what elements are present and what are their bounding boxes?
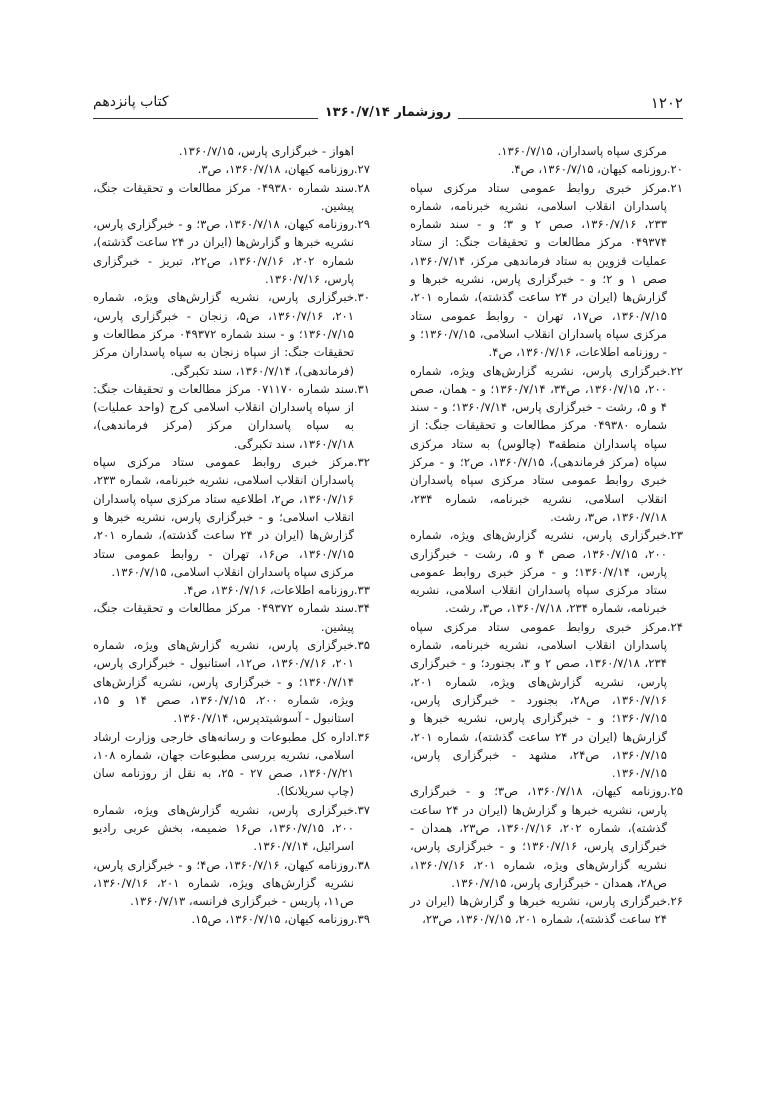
footnote-number: ۲۲. [666, 363, 683, 378]
footnote-text: روزنامه کیهان، ۱۳۶۰/۷/۱۸، ص۳؛ و - خبرگزاری پارس، نشریه خبرها و گزارش‌ها (ایران در ۲۴ ساعت گذشته)، شماره ۲۰۲، ۱۳۶۰/۷/۱۶، ص۲۲، تبریز - خبرگزاری پارس، ۱۳۶۰/۷/۱۶. [93, 217, 355, 287]
footnote-number: ۲۹. [353, 217, 370, 232]
footnote-number: ۳۷. [353, 802, 370, 817]
footnote-number: ۲۱. [666, 180, 683, 195]
footnote [410, 526, 683, 617]
header-rule-right [458, 118, 683, 119]
running-title: روزشمار ۱۳۶۰/۷/۱۴ [324, 105, 452, 120]
footnote-number: ۳۲. [353, 455, 370, 470]
footnote-number: ۳۶. [353, 729, 370, 744]
footnote-text: خبرگزاری پارس، نشریه گزارش‌های ویژه، شماره ۲۰۱، ۱۳۶۰/۷/۱۶، ص۵، زنجان - خبرگزاری پارس، ۱۳۶۰/۷/۱۵؛ و - سند شماره ۰۴۹۳۷۲ مرکز مطالعات و تحقیقات جنگ: از سپاه زنجان به سپاه پاسداران مرکز (فرماندهی)، ۱۳۶۰/۷/۱۴، سند تکبرگی. [93, 290, 355, 378]
footnote-text: مرکز خبری روابط عمومی ستاد مرکزی سپاه پاسداران انقلاب اسلامی، نشریه خبرنامه، شماره ۲۳۳، ۱۳۶۰/۷/۱۶، ص۲، اطلاعیه ستاد مرکزی سپاه پاسداران انقلاب اسلامی؛ و - خبرگزاری پارس، نشریه خبرها و گزارش‌ها (ایران در ۲۴ ساعت گذشته)، شماره ۲۰۱، ۱۳۶۰/۷/۱۵، ص۱۶، تهران - روابط عمومی ستاد مرکزی سپاه پاسداران انقلاب اسلامی، ۱۳۶۰/۷/۱۵. [93, 455, 354, 579]
footnote-text: خبرگزاری پارس، نشریه گزارش‌های ویژه، شماره ۲۰۱، ۱۳۶۰/۷/۱۶، ص۱۲، استانبول - خبرگزاری پارس، ۱۳۶۰/۷/۱۴؛ و - خبرگزاری پارس، نشریه گزارش‌های ویژه، شماره ۲۰۰، ۱۳۶۰/۷/۱۵، صص ۱۴ و ۱۵، استانبول - آسوشیتدپرس، ۱۳۶۰/۷/۱۴. [93, 638, 354, 726]
footnote-number: ۳۴. [353, 601, 370, 616]
footnote-text: روزنامه کیهان، ۱۳۶۰/۷/۱۸، ص۳. [197, 162, 354, 177]
footnote [93, 215, 370, 288]
footnote-number: ۳۵. [353, 638, 370, 653]
footnote-number: ۲۰. [666, 162, 683, 177]
notes-column-left [93, 142, 370, 929]
footnote-text: اهواز - خبرگزاری پارس، ۱۳۶۰/۷/۱۵. [178, 144, 354, 158]
footnote [410, 160, 683, 178]
footnote-text: خبرگزاری پارس، نشریه گزارش‌های ویژه، شماره ۲۰۰، ۱۳۶۰/۷/۱۵، ص۱۶ ضمیمه، بخش عربی رادیو اسرائیل، ۱۳۶۰/۷/۱۴. [93, 802, 354, 854]
footnote [410, 782, 683, 892]
footnote-text: روزنامه کیهان، ۱۳۶۰/۷/۱۸، ص۳؛ و - خبرگزاری پارس، نشریه خبرها و گزارش‌ها (ایران در ۲۴ ساعت گذشته)، شماره ۲۰۲، ۱۳۶۰/۷/۱۶، ص۲۳، همدان - خبرگزاری پارس، ۱۳۶۰/۷/۱۶؛ و - خبرگزاری پارس، نشریه گزارش‌های ویژه، شماره ۲۰۱، ۱۳۶۰/۷/۱۶، ص۲۸، همدان - خبرگزاری پارس، ۱۳۶۰/۷/۱۵. [410, 784, 667, 890]
footnote [93, 142, 370, 160]
footnote [93, 453, 370, 581]
footnote [410, 892, 683, 929]
footnote-number: ۲۴. [666, 619, 683, 634]
footnote [93, 380, 370, 453]
footnote [93, 910, 370, 928]
footnote-text: سند شماره ۰۷۱۱۷۰ مرکز مطالعات و تحقیقات جنگ: از سپاه پاسداران انقلاب اسلامی کرج (واحد عملیات) به سپاه پاسداران مرکز (مرکز فرماندهی)، ۱۳۶۰/۷/۱۸، سند تکبرگی. [93, 381, 354, 451]
footnote-text: سند شماره ۰۴۹۳۸۰ مرکز مطالعات و تحقیقات جنگ، پیشین. [93, 180, 355, 213]
footnote-number: ۲۷. [353, 162, 370, 177]
footnote-number: ۲۵. [666, 784, 683, 799]
footnote-number: ۳۰. [353, 290, 370, 305]
footnote [93, 856, 370, 911]
footnote-text: مرکزی سپاه پاسداران، ۱۳۶۰/۷/۱۵. [497, 144, 667, 158]
footnote-text: روزنامه کیهان، ۱۳۶۰/۷/۱۶، ص۴؛ و - خبرگزاری پارس، نشریه گزارش‌های ویژه، شماره ۲۰۱، ۱۳۶۰/۷/۱۶، ص۱۱، پاریس - خبرگزاری فرانسه، ۱۳۶۰/۷/۱۳. [93, 857, 355, 909]
footnote-number: ۲۳. [666, 528, 683, 543]
footnote-text: روزنامه اطلاعات، ۱۳۶۰/۷/۱۶، ص۴. [183, 583, 354, 598]
footnote-number: ۳۸. [353, 857, 370, 872]
footnote-text: روزنامه کیهان، ۱۳۶۰/۷/۱۵، ص۱۵. [191, 912, 354, 927]
footnote-number: ۲۶. [666, 894, 683, 909]
footnote-number: ۳۱. [353, 381, 370, 396]
footnote-number: ۲۸. [353, 180, 370, 195]
footnote [93, 599, 370, 636]
notes-column-right [410, 142, 683, 929]
footnote [410, 179, 683, 362]
footnote [93, 636, 370, 727]
footnote-text: سند شماره ۰۴۹۳۷۲ مرکز مطالعات و تحقیقات جنگ، پیشین. [93, 601, 355, 634]
footnote [93, 801, 370, 856]
page-number: ۱۲۰۲ [650, 94, 683, 112]
footnote-text: خبرگزاری پارس، نشریه گزارش‌های ویژه، شماره ۲۰۰، ۱۳۶۰/۷/۱۵، ص۳۴، ۱۳۶۰/۷/۱۴؛ و - همان، صص ۴ و ۵، رشت - خبرگزاری پارس، ۱۳۶۰/۷/۱۴؛ و - سند شماره ۰۴۹۳۸۰ مرکز مطالعات و تحقیقات جنگ: از سپاه پاسداران منطقه۳ (چالوس) به ستاد مرکزی سپاه (مرکز فرماندهی)، ۱۳۶۰/۷/۱۵، ص۲؛ و - مرکز خبری روابط عمومی ستاد مرکزی سپاه پاسداران انقلاب اسلامی، نشریه خبرنامه، شماره ۲۳۴، ۱۳۶۰/۷/۱۸، ص۳، رشت. [410, 363, 667, 524]
footnote [410, 362, 683, 527]
footnote [410, 618, 683, 783]
footnote [410, 142, 683, 160]
footnote-text: اداره کل مطبوعات و رسانه‌های خارجی وزارت ارشاد اسلامی، نشریه بررسی مطبوعات جهان، شماره ۱۰۸، ۱۳۶۰/۷/۲۱، صص ۲۷ - ۲۵، به نقل از روزنامه سان (چاپ سریلانکا). [93, 729, 354, 799]
footnote [93, 160, 370, 178]
page-header [93, 88, 683, 122]
footnote [93, 728, 370, 801]
footnote-text: مرکز خبری روابط عمومی ستاد مرکزی سپاه پاسداران انقلاب اسلامی، نشریه خبرنامه، شماره ۲۳۴، ۱۳۶۰/۷/۱۸، صص ۲ و ۳، بجنورد؛ و - خبرگزاری پارس، نشریه گزارش‌های ویژه، شماره ۲۰۱، ۱۳۶۰/۷/۱۶، ص۲۸، بجنورد - خبرگزاری پارس، ۱۳۶۰/۷/۱۵؛ و - خبرگزاری پارس، نشریه خبرها و گزارش‌ها (ایران در ۲۴ ساعت گذشته)، شماره ۲۰۱، ۱۳۶۰/۷/۱۵، ص۲۴، مشهد - خبرگزاری پارس، ۱۳۶۰/۷/۱۵. [410, 619, 667, 781]
footnote [93, 581, 370, 599]
footnote [93, 288, 370, 379]
book-title: کتاب پانزدهم [93, 94, 169, 110]
footnote-number: ۳۹. [353, 912, 370, 927]
header-rule-left [93, 118, 318, 119]
footnote [93, 179, 370, 216]
footnote-text: خبرگزاری پارس، نشریه گزارش‌های ویژه، شماره ۲۰۰، ۱۳۶۰/۷/۱۵، صص ۴ و ۵، رشت - خبرگزاری پارس، ۱۳۶۰/۷/۱۴؛ و - مرکز خبری روابط عمومی ستاد مرکزی سپاه پاسداران انقلاب اسلامی، نشریه خبرنامه، شماره ۲۳۴، ۱۳۶۰/۷/۱۸، ص۳، رشت. [410, 528, 667, 616]
footnote-text: مرکز خبری روابط عمومی ستاد مرکزی سپاه پاسداران انقلاب اسلامی، نشریه خبرنامه، شماره ۲۳۳، ۱۳۶۰/۷/۱۶، صص ۲ و ۳؛ و - سند شماره ۰۴۹۳۷۴ مرکز مطالعات و تحقیقات جنگ: از ستاد عملیات قزوین به ستاد فرماندهی مرکز، ۱۳۶۰/۷/۱۴، صص ۱ و ۲؛ و - خبرگزاری پارس، نشریه خبرها و گزارش‌ها (ایران در ۲۴ ساعت گذشته)، شماره ۲۰۱، ۱۳۶۰/۷/۱۵، ص۱۷، تهران - روابط عمومی ستاد مرکزی سپاه پاسداران انقلاب اسلامی، ۱۳۶۰/۷/۱۵؛ و - روزنامه اطلاعات، ۱۳۶۰/۷/۱۶، ص۴. [410, 180, 668, 360]
footnote-text: روزنامه کیهان، ۱۳۶۰/۷/۱۵، ص۴. [510, 162, 667, 177]
footnote-text: خبرگزاری پارس، نشریه خبرها و گزارش‌ها (ایران در ۲۴ ساعت گذشته)، شماره ۲۰۱، ۱۳۶۰/۷/۱۵، ص۲۳، [410, 894, 667, 927]
footnote-number: ۳۳. [353, 583, 370, 598]
